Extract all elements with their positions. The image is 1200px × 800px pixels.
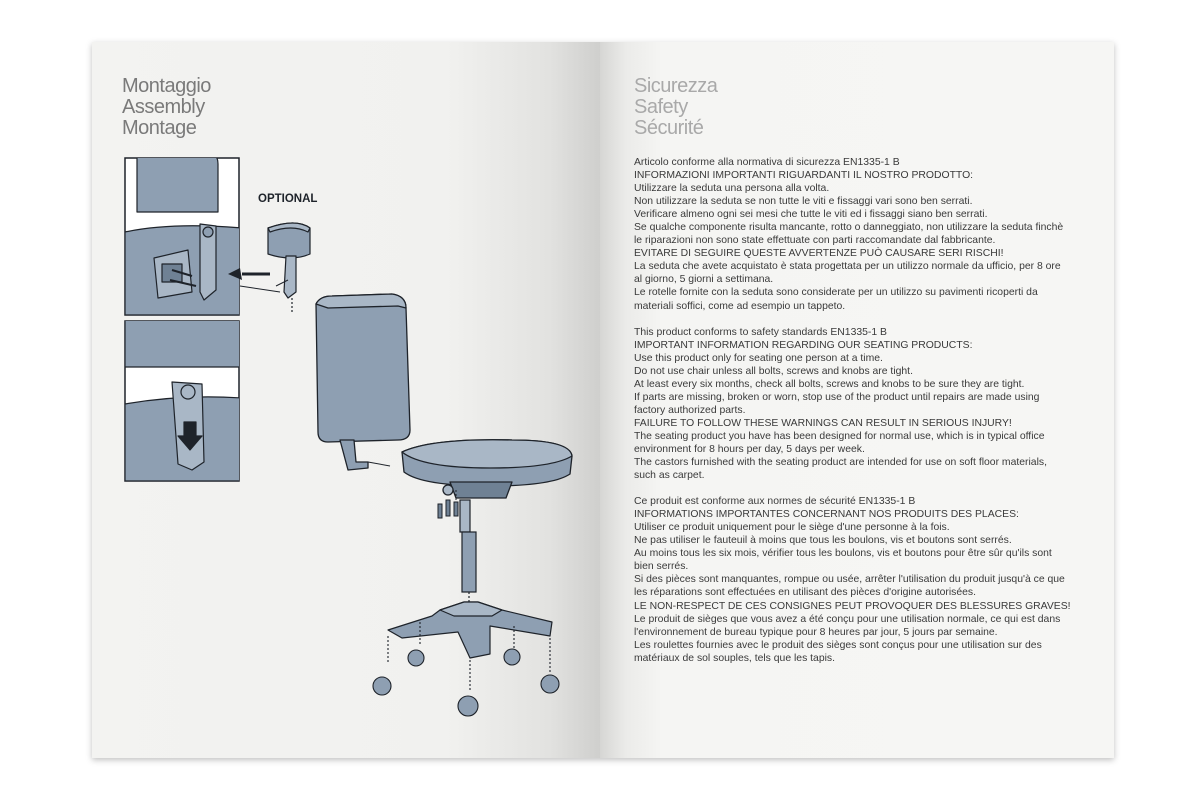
text-line: INFORMATIONS IMPORTANTES CONCERNANT NOS PRODUITS DES PLACES:	[634, 509, 1019, 521]
text-line: La seduta che avete acquistato è stata progettata per un utilizzo normale da ufficio, per 8 ore	[634, 261, 1061, 273]
backrest	[316, 294, 410, 470]
text-line: al giorno, 5 giorni a settimana.	[634, 274, 774, 286]
english-section	[634, 326, 1074, 483]
heading-english: Safety	[634, 96, 688, 118]
star-base	[388, 602, 552, 658]
text-line: materiali soffici, come ad esempio un tappeto.	[634, 300, 846, 312]
text-line: Les roulettes fournies avec le produit des sièges sont conçus pour une utilisation sur des	[634, 639, 1042, 651]
italian-section	[634, 156, 1074, 313]
optional-label: OPTIONAL	[258, 193, 318, 205]
text-line: factory authorized parts.	[634, 404, 746, 416]
assembly-illustration	[92, 42, 600, 758]
text-line: Le rotelle fornite con la seduta sono considerate per un utilizzo su pavimenti ricoperti da	[634, 287, 1038, 299]
detail-box-attach	[125, 154, 270, 315]
heading-italian: Sicurezza	[634, 75, 718, 97]
text-line: Articolo conforme alla normativa di sicurezza EN1335-1 B	[634, 157, 900, 168]
text-line: If parts are missing, broken or worn, stop use of the product until repairs are made using	[634, 391, 1040, 403]
text-line: This product conforms to safety standards EN1335-1 B	[634, 326, 887, 338]
brochure-spread	[92, 42, 1114, 758]
text-line: Utilizzare la seduta una persona alla volta.	[634, 183, 830, 195]
text-line: matériaux de sol souples, tels que les tapis.	[634, 652, 835, 664]
seat	[402, 440, 572, 498]
text-line: Non utilizzare la seduta se non tutte le viti e fissaggi vari sono ben serrati.	[634, 196, 973, 208]
text-line: At least every six months, check all bolts, screws and knobs to be sure they are tight.	[634, 378, 1025, 390]
gas-lift	[460, 500, 476, 602]
text-line: Ce produit est conforme aux normes de sécurité EN1335-1 B	[634, 496, 916, 508]
detail-box-secure	[125, 320, 242, 481]
heading-english: Assembly	[122, 96, 205, 118]
text-line: Le produit de sièges que vous avez a été conçu pour une utilisation normale, ce qui est dans	[634, 613, 1061, 625]
text-line: FAILURE TO FOLLOW THESE WARNINGS CAN RESULT IN SERIOUS INJURY!	[634, 417, 1012, 429]
text-line: les réparations sont effectuées en utilisant des pièces d'origine autorisées.	[634, 587, 977, 599]
text-line: INFORMAZIONI IMPORTANTI RIGUARDANTI IL NOSTRO PRODOTTO:	[634, 170, 974, 182]
heading-french: Montage	[122, 117, 197, 139]
french-section	[634, 495, 1074, 665]
text-line: Si des pièces sont manquantes, rompue ou usée, arrêter l'utilisation du produit jusqu'à ce que	[634, 574, 1065, 586]
text-line: EVITARE DI SEGUIRE QUESTE AVVERTENZE PUÒ CAUSARE SERI RISCHI!	[634, 248, 1004, 260]
text-line: such as carpet.	[634, 470, 705, 482]
text-line: l'environnement de bureau typique pour 8 heures par jour, 5 jours par semaine.	[634, 626, 998, 638]
text-line: Verificare almeno ogni sei mesi che tutte le viti ed i fissaggi siano ben serrati.	[634, 209, 988, 221]
safety-heading	[634, 76, 717, 139]
safety-text	[634, 156, 1074, 665]
text-line: Au moins tous les six mois, vérifier tous les boulons, vis et boutons pour être sûr qu'ils sont	[634, 548, 1052, 560]
text-line: le riparazioni non sono state effettuate con parti raccomandate dal fabbricante.	[634, 235, 996, 247]
text-line: Ne pas utiliser le fauteuil à moins que tous les boulons, vis et boutons sont serrés.	[634, 535, 1012, 547]
text-line: IMPORTANT INFORMATION REGARDING OUR SEATING PRODUCTS:	[634, 339, 973, 351]
left-page	[92, 42, 600, 758]
text-line: bien serrés.	[634, 561, 689, 573]
text-line: LE NON-RESPECT DE CES CONSIGNES PEUT PROVOQUER DES BLESSURES GRAVES!	[634, 600, 1071, 612]
text-line: Use this product only for seating one person at a time.	[634, 352, 883, 364]
text-line: environment for 8 hours per day, 5 days per week.	[634, 443, 865, 455]
text-line: Se qualche componente risulta mancante, rotto o danneggiato, non utilizzare la seduta finchè	[634, 222, 1064, 234]
text-line: The seating product you have has been designed for normal use, which is in typical office	[634, 430, 1045, 442]
text-line: The castors furnished with the seating product are intended for use on soft floor materials,	[634, 457, 1047, 469]
heading-italian: Montaggio	[122, 75, 211, 97]
text-line: Do not use chair unless all bolts, screws and knobs are tight.	[634, 365, 913, 377]
right-page	[600, 42, 1114, 758]
text-line: Utiliser ce produit uniquement pour le siège d'une personne à la fois.	[634, 522, 950, 534]
headrest	[268, 223, 310, 312]
heading-french: Sécurité	[634, 117, 704, 139]
